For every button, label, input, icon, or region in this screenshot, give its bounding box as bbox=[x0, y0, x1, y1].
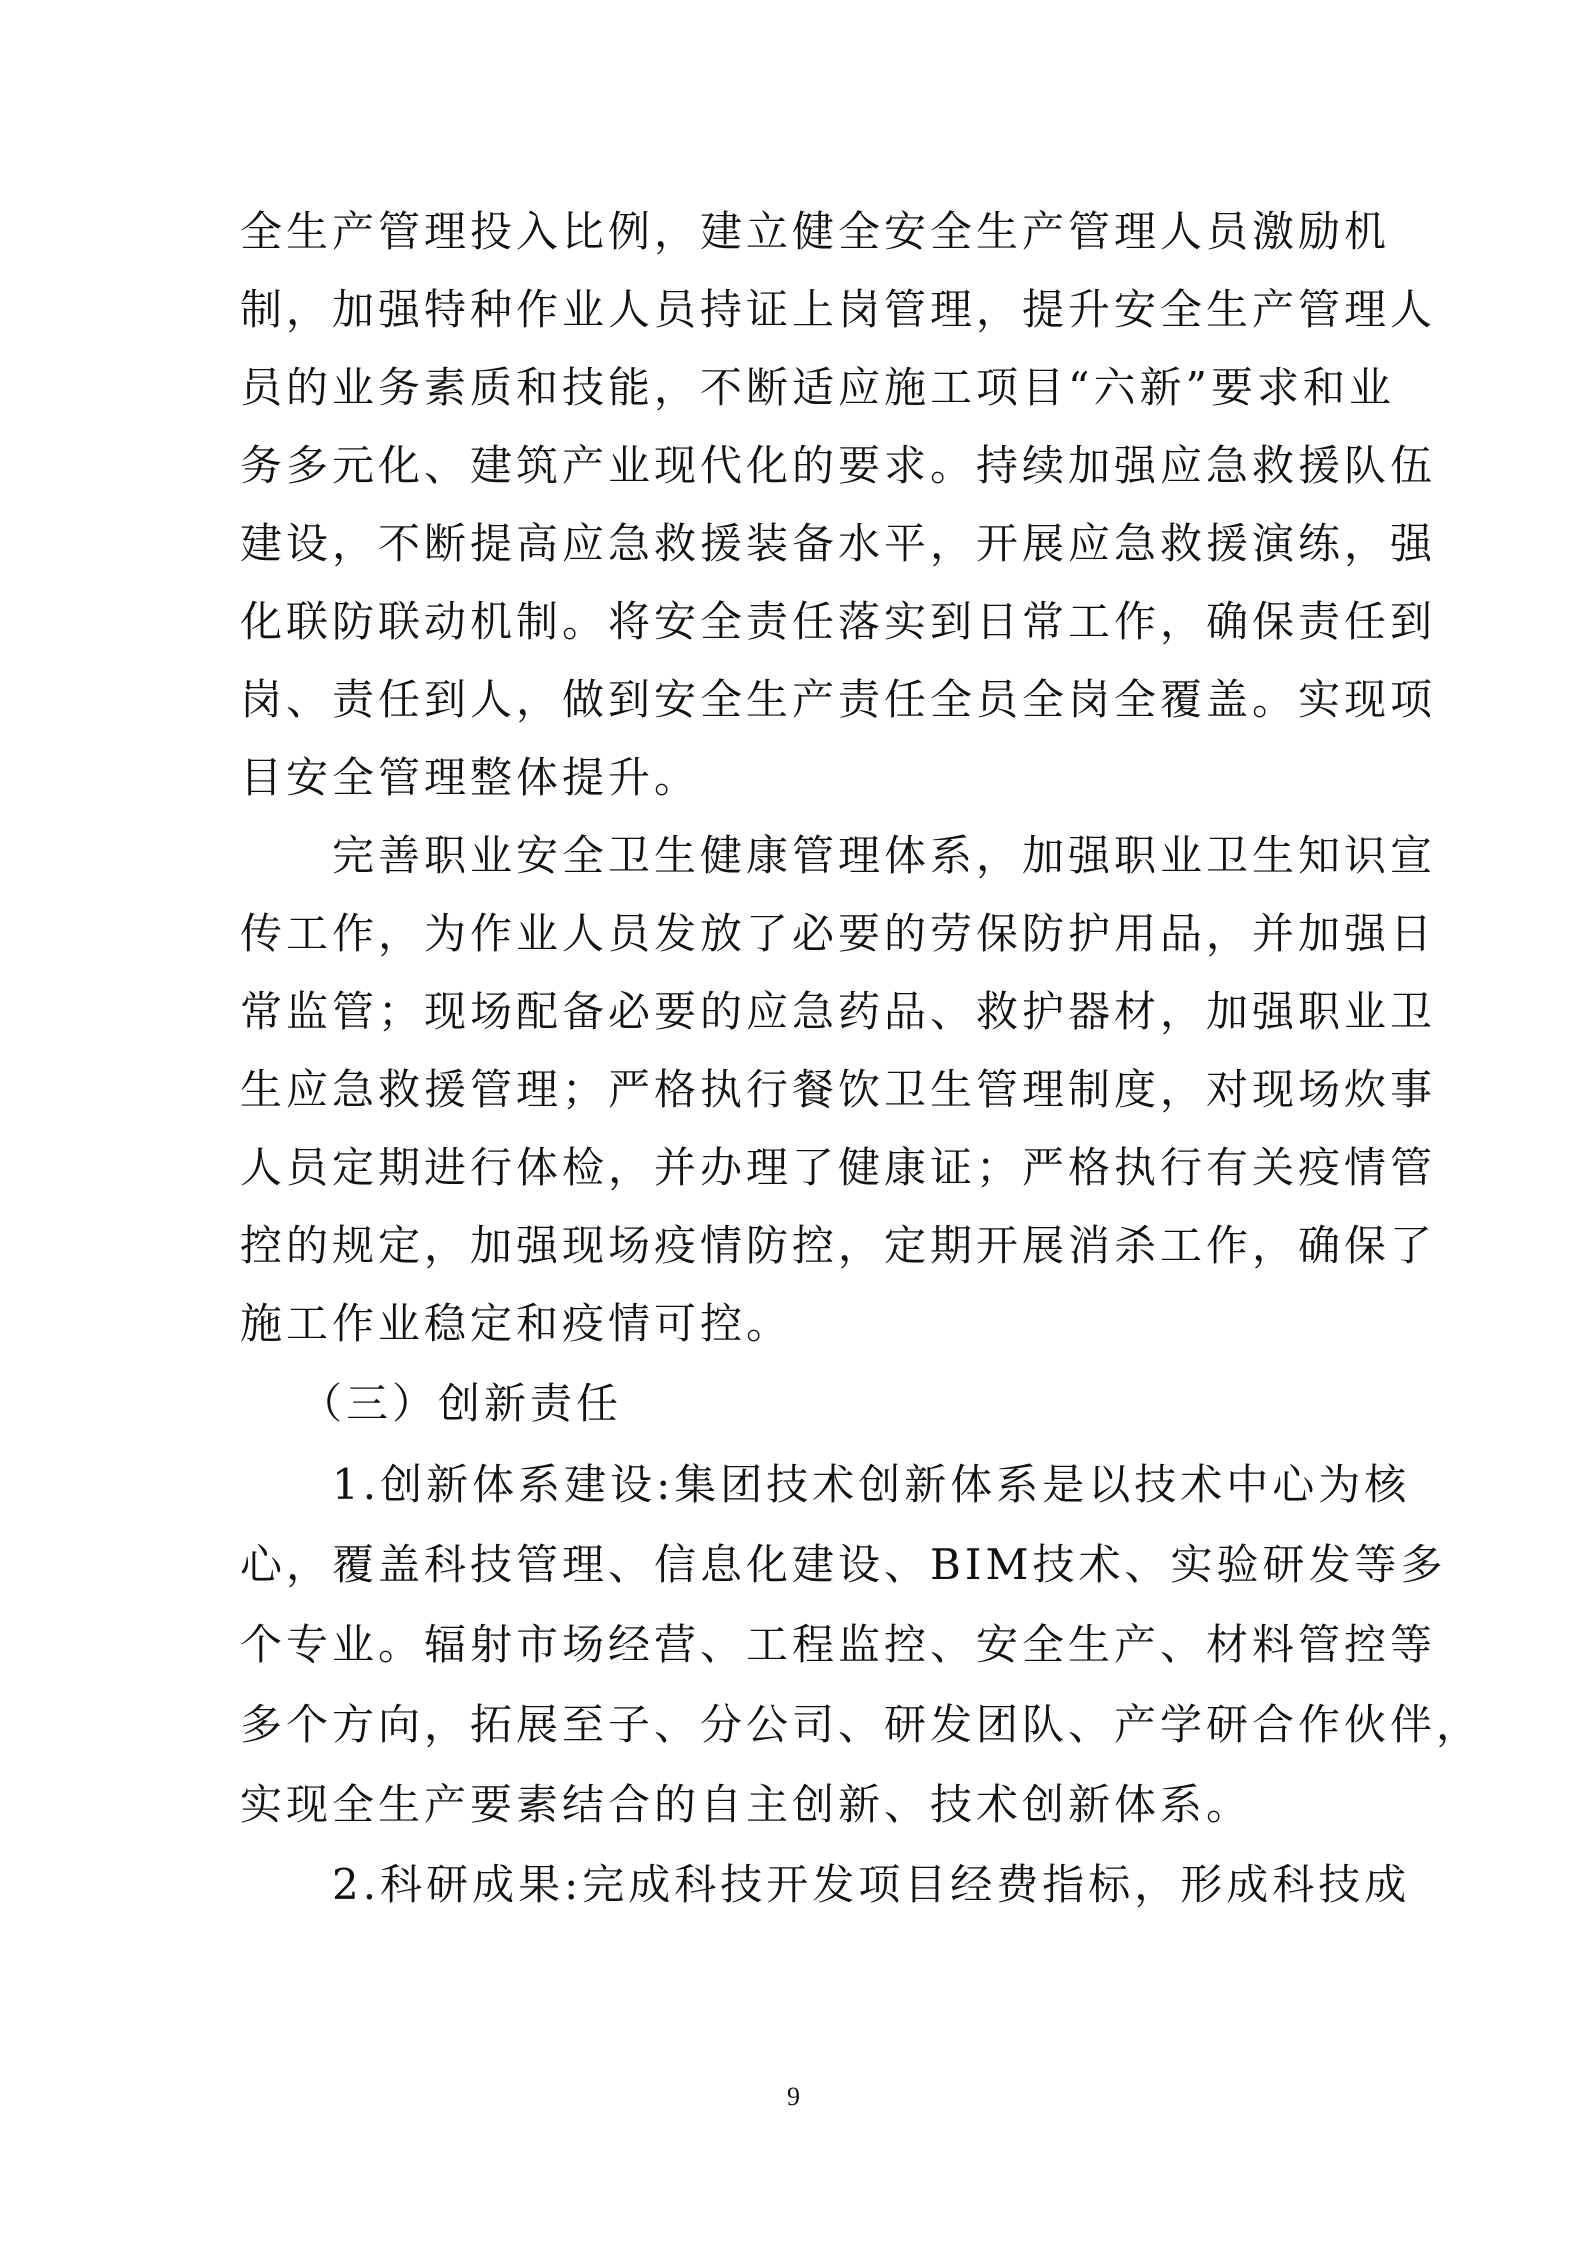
page-number: 9 bbox=[787, 2082, 800, 2111]
body-line: 化联防联动机制。将安全责任落实到日常工作，确保责任到 bbox=[240, 597, 1437, 646]
body-line: 多个方向，拓展至子、分公司、研发团队、产学研合作伙伴， bbox=[240, 1700, 1483, 1749]
body-line: 目安全管理整体提升。 bbox=[240, 753, 701, 802]
list-item-2-first-line: 2.科研成果:完成科技开发项目经费指标，形成科技成 bbox=[332, 1860, 1411, 1909]
body-line: 生应急救援管理；严格执行餐饮卫生管理制度，对现场炊事 bbox=[240, 1065, 1437, 1114]
body-line: 员的业务素质和技能，不断适应施工项目“六新”要求和业 bbox=[240, 363, 1395, 412]
paragraph-first-line: 完善职业安全卫生健康管理体系，加强职业卫生知识宣 bbox=[332, 831, 1437, 880]
list-item-1-first-line: 1.创新体系建设:集团技术创新体系是以技术中心为核 bbox=[332, 1460, 1411, 1509]
body-line: 控的规定，加强现场疫情防控，定期开展消杀工作，确保了 bbox=[240, 1221, 1437, 1270]
body-line: 岗、责任到人，做到安全生产责任全员全岗全覆盖。实现项 bbox=[240, 675, 1437, 724]
body-line: 务多元化、建筑产业现代化的要求。持续加强应急救援队伍 bbox=[240, 441, 1437, 490]
body-line: 施工作业稳定和疫情可控。 bbox=[240, 1299, 793, 1348]
section-heading: （三）创新责任 bbox=[300, 1379, 623, 1428]
body-line: 全生产管理投入比例，建立健全安全生产管理人员激励机 bbox=[240, 207, 1391, 256]
body-line: 心，覆盖科技管理、信息化建设、BIM技术、实验研发等多 bbox=[240, 1540, 1447, 1589]
body-line: 个专业。辐射市场经营、工程监控、安全生产、材料管控等 bbox=[240, 1620, 1437, 1669]
body-line: 实现全生产要素结合的自主创新、技术创新体系。 bbox=[240, 1780, 1253, 1829]
body-line: 建设，不断提高应急救援装备水平，开展应急救援演练，强 bbox=[240, 519, 1437, 568]
body-line: 常监管；现场配备必要的应急药品、救护器材，加强职业卫 bbox=[240, 987, 1437, 1036]
body-line: 人员定期进行体检，并办理了健康证；严格执行有关疫情管 bbox=[240, 1143, 1437, 1192]
body-line: 传工作，为作业人员发放了必要的劳保防护用品，并加强日 bbox=[240, 909, 1437, 958]
body-line: 制，加强特种作业人员持证上岗管理，提升安全生产管理人 bbox=[240, 285, 1437, 334]
